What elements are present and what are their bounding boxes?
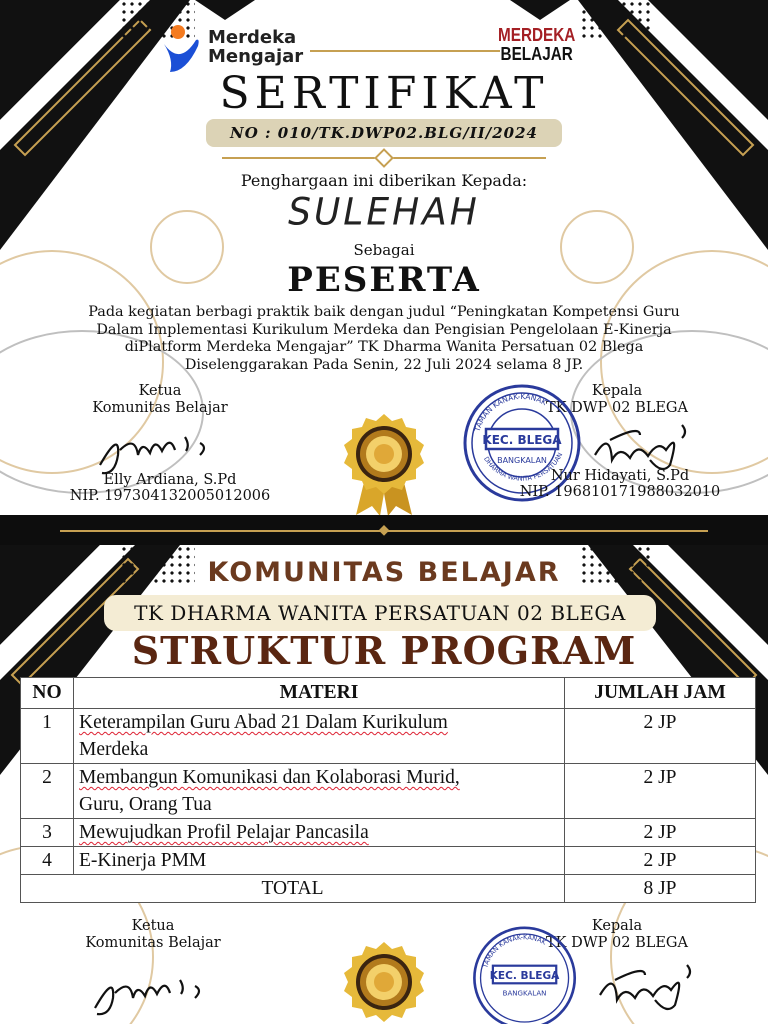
- table-row: [21, 709, 756, 764]
- certificate-title: SERTIFIKAT: [219, 68, 549, 119]
- stamp-center-text: KEC. BLEGA: [482, 433, 562, 447]
- program-signer-left-title1: Ketua: [131, 918, 175, 934]
- diamond-ornament: [374, 148, 394, 168]
- row-no: 1: [21, 709, 74, 764]
- table-header-row: [21, 678, 756, 709]
- signer-left-title1: Ketua: [138, 383, 182, 399]
- merdeka-belajar-logo: [498, 26, 575, 64]
- row-materi: [74, 709, 565, 764]
- row-jam: 2 JP: [565, 764, 756, 819]
- row-jam: 2 JP: [565, 847, 756, 875]
- given-to-label: Penghargaan ini diberikan Kepada:: [240, 171, 528, 190]
- row-materi-line: Guru, Orang Tua: [79, 794, 212, 815]
- row-jam: 2 JP: [565, 709, 756, 764]
- row-no: 4: [21, 847, 74, 875]
- row-materi-line: E-Kinerja PMM: [79, 850, 207, 871]
- signature-left: [85, 968, 215, 1018]
- row-no: 2: [21, 764, 74, 819]
- svg-text:TAMAN KANAK-KANAK: [481, 933, 548, 970]
- program-signer-right-title2: TK DWP 02 BLEGA: [546, 935, 688, 951]
- signer-left-nip: NIP. 197304132005012006: [69, 488, 271, 504]
- signer-left-heading: [60, 383, 260, 417]
- row-materi: [74, 819, 565, 847]
- signer-left-title2: Komunitas Belajar: [92, 400, 228, 416]
- stamp-center-text: KEC. BLEGA: [489, 969, 560, 982]
- certificate-description: [20, 304, 748, 374]
- logo-right-line1: MERDEKA: [498, 25, 576, 45]
- divider-ornament-icon: ◆: [378, 522, 390, 538]
- description-line: Dalam Implementasi Kurikulum Merdeka dan Pengisian Pengelolaan E-Kinerja: [96, 321, 672, 338]
- school-name-banner: TK DHARMA WANITA PERSATUAN 02 BLEGA: [104, 595, 656, 631]
- table-row: [21, 764, 756, 819]
- dot-pattern-right: [580, 0, 650, 40]
- program-signer-right-title1: Kepala: [591, 918, 643, 934]
- stamp-ring-bottom: DHARMA WANITA PERSATUAN: [482, 451, 565, 483]
- stamp-ring-top: TAMAN KANAK-KANAK: [481, 933, 548, 970]
- logo-left-line2: Mengajar: [208, 46, 304, 67]
- as-label: Sebagai: [353, 241, 415, 259]
- column-header-jam: JUMLAH JAM: [565, 678, 756, 709]
- row-materi-line: Keterampilan Guru Abad 21 Dalam Kurikulum: [79, 712, 448, 733]
- signer-right-title1: Kepala: [591, 383, 643, 399]
- community-heading: KOMUNITAS BELAJAR: [207, 557, 561, 588]
- program-signer-left-title2: Komunitas Belajar: [85, 935, 221, 951]
- recipient-name: SULEHAH: [288, 190, 480, 235]
- description-line: diPlatform Merdeka Mengajar” TK Dharma Wanita Persatuan 02 Blega: [124, 339, 644, 355]
- official-stamp: [470, 925, 580, 1024]
- stamp-lower-text: BANGKALAN: [497, 456, 547, 465]
- recipient-role: PESERTA: [287, 260, 481, 300]
- description-line: Pada kegiatan berbagi praktik baik dengan judul “Peningkatan Kompetensi Guru: [88, 304, 680, 320]
- row-materi-line: Membangun Komunikasi dan Kolaborasi Murid,: [79, 767, 460, 788]
- total-label: TOTAL: [21, 875, 565, 903]
- signer-right-name: Nur Hidayati, S.Pd: [550, 468, 690, 484]
- merdeka-mengajar-icon: [160, 22, 202, 74]
- signer-right-title2: TK DWP 02 BLEGA: [546, 400, 688, 416]
- gold-medal-icon: [338, 412, 430, 517]
- logo-left-line1: Merdeka: [208, 27, 297, 48]
- table-row: [21, 847, 756, 875]
- stamp-lower-text: BANGKALAN: [502, 988, 547, 998]
- certificate-number: NO : 010/TK.DWP02.BLG/II/2024: [206, 119, 562, 147]
- page-divider: [0, 515, 768, 547]
- row-jam: 2 JP: [565, 819, 756, 847]
- program-table: [20, 677, 756, 903]
- signature-right: [575, 960, 705, 1020]
- row-materi: [74, 847, 565, 875]
- table-total-row: [21, 875, 756, 903]
- row-materi-line: Merdeka: [79, 739, 149, 760]
- table-row: [21, 819, 756, 847]
- signer-left-details: [40, 472, 300, 505]
- column-header-materi: MATERI: [74, 678, 565, 709]
- row-no: 3: [21, 819, 74, 847]
- row-materi-line: Mewujudkan Profil Pelajar Pancasila: [79, 822, 369, 843]
- program-structure-title: STRUKTUR PROGRAM: [131, 628, 637, 673]
- signer-right-details: [490, 468, 750, 501]
- total-value: 8 JP: [565, 875, 756, 903]
- description-line: Diselenggarakan Pada Senin, 22 Juli 2024 selama 8 JP.: [184, 356, 584, 373]
- logo-right-line2: BELAJAR: [500, 44, 573, 64]
- signer-left-name: Elly Ardiana, S.Pd: [103, 472, 237, 488]
- gold-divider: [310, 50, 500, 52]
- row-materi: [74, 764, 565, 819]
- program-signer-left-heading: [53, 918, 253, 952]
- signer-right-nip: NIP. 196810171988032010: [519, 484, 721, 500]
- column-header-no: NO: [21, 678, 74, 709]
- gold-medal-icon: [338, 940, 430, 1024]
- stamp-ring-top: TAMAN KANAK-KANAK: [472, 391, 549, 433]
